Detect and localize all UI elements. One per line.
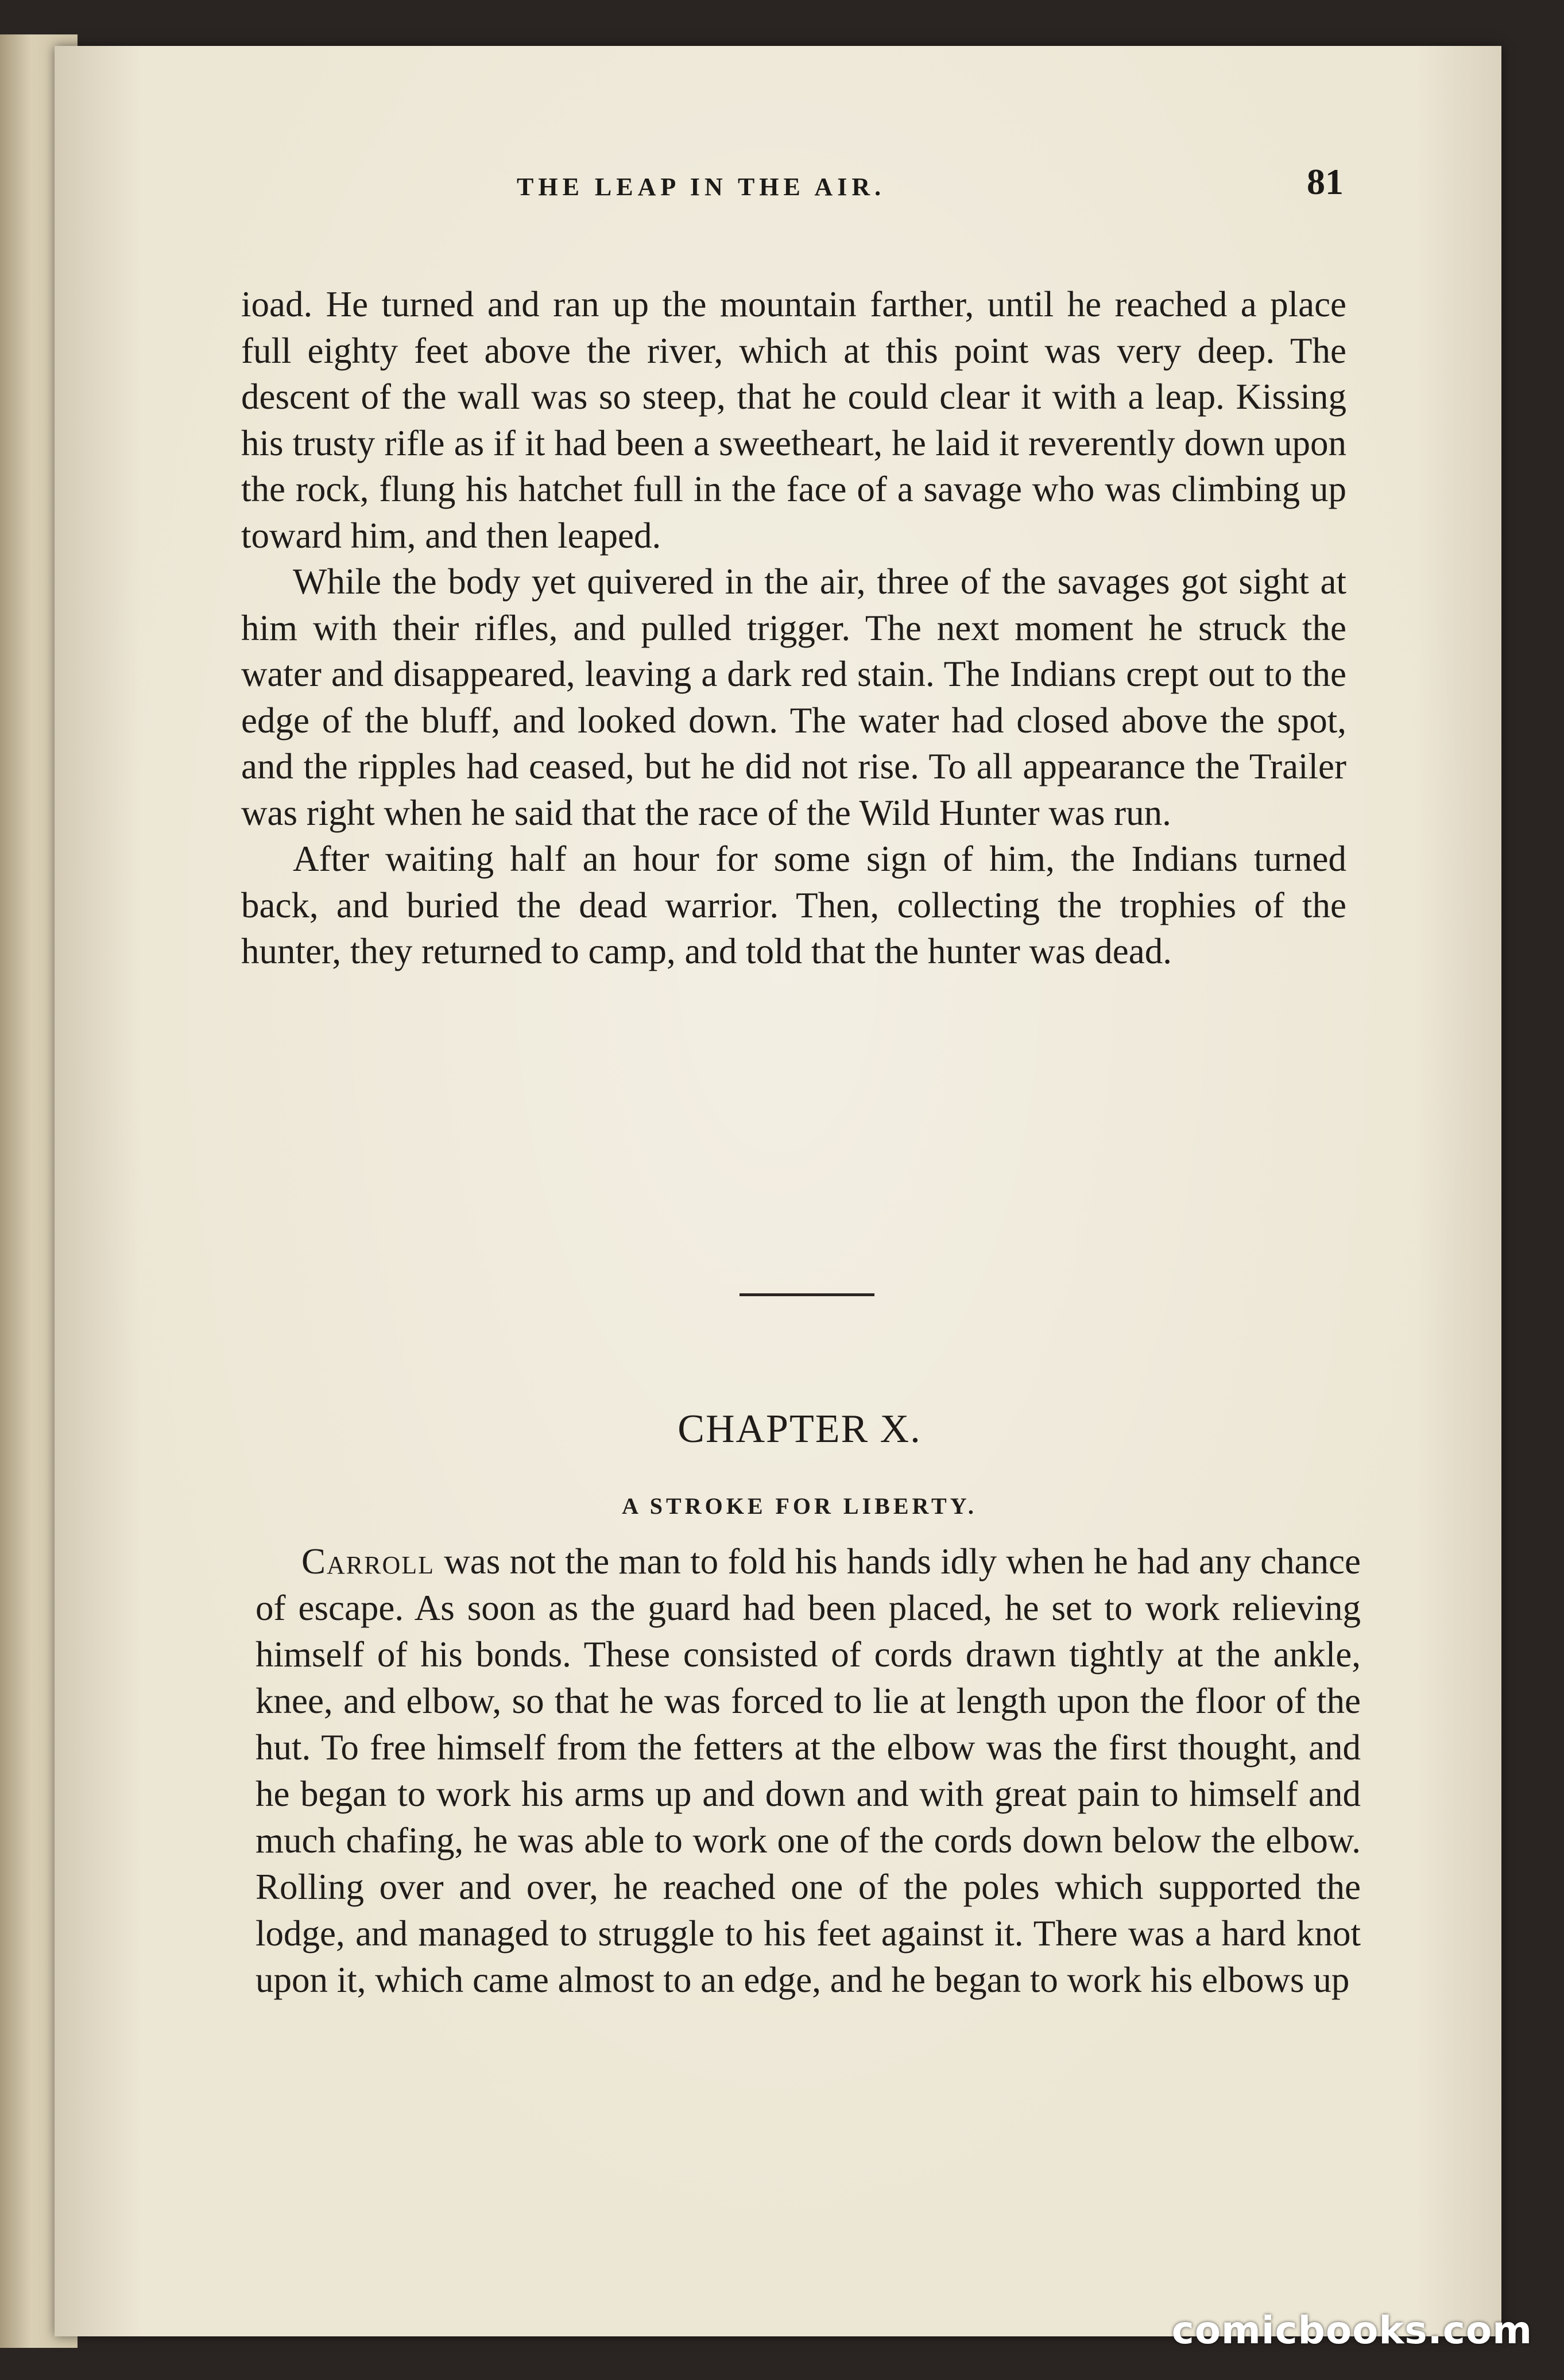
paragraph: While the body yet quivered in the air, three of the savages got sight at him with their rifles, and pulled trigger. The next moment he struck the water and disappeared, leaving a dark red stain. The Indians crept out to the edge of the bluff, and looked down. The water had closed above the spot, and the ripples had ceased, but he did not rise. To all appearance the Trailer was right when he said that the race of the Wild Hunter was run. xyxy=(241,561,1346,833)
paragraph xyxy=(255,1538,1361,2003)
paragraph: ioad. He turned and ran up the mountain farther, until he reached a place full eighty feet above the river, which at this point was very deep. The descent of the wall was so steep, that he could clear it with a leap. Kissing his trusty rifle as if it had been a sweetheart, he laid it reverently down upon the rock, flung his hatchet full in the face of a savage who was climbing up toward him, and then leaped. xyxy=(241,284,1346,556)
running-head: THE LEAP IN THE AIR. xyxy=(517,173,886,201)
chapter-first-word: Carroll xyxy=(301,1541,435,1582)
chapter-subtitle: A STROKE FOR LIBERTY. xyxy=(622,1493,977,1519)
section-text xyxy=(241,281,1346,975)
page-number: 81 xyxy=(1307,161,1344,202)
page-header xyxy=(517,155,1344,218)
section-divider xyxy=(740,1293,874,1296)
paragraph-body: was not the man to fold his hands idly when he had any chance of escape. As soon as the guard had been placed, he set to work relieving himself of his bonds. These consisted of cords drawn tightly at the ankle, knee, and elbow, so that he was forced to lie at length upon the floor of the hut. To free himself from the fetters at the elbow was the first thought, and he began to work his arms up and down and with great pain to himself and much chafing, he was able to work one of the cords down below the elbow. Rolling over and over, he reached one of the poles which supported the lodge, and managed to struggle to his feet against it. There was a hard knot upon it, which came almost to an edge, and he began to work his elbows up xyxy=(255,1541,1361,2000)
chapter-text xyxy=(255,1538,1361,2003)
chapter-title: CHAPTER X. xyxy=(678,1407,922,1451)
watermark: comicbooks.com xyxy=(1171,2308,1532,2352)
paragraph: After waiting half an hour for some sign of him, the Indians turned back, and buried the dead warrior. Then, collecting the trophies of the hunter, they returned to camp, and told that the hunter was dead. xyxy=(241,839,1346,971)
